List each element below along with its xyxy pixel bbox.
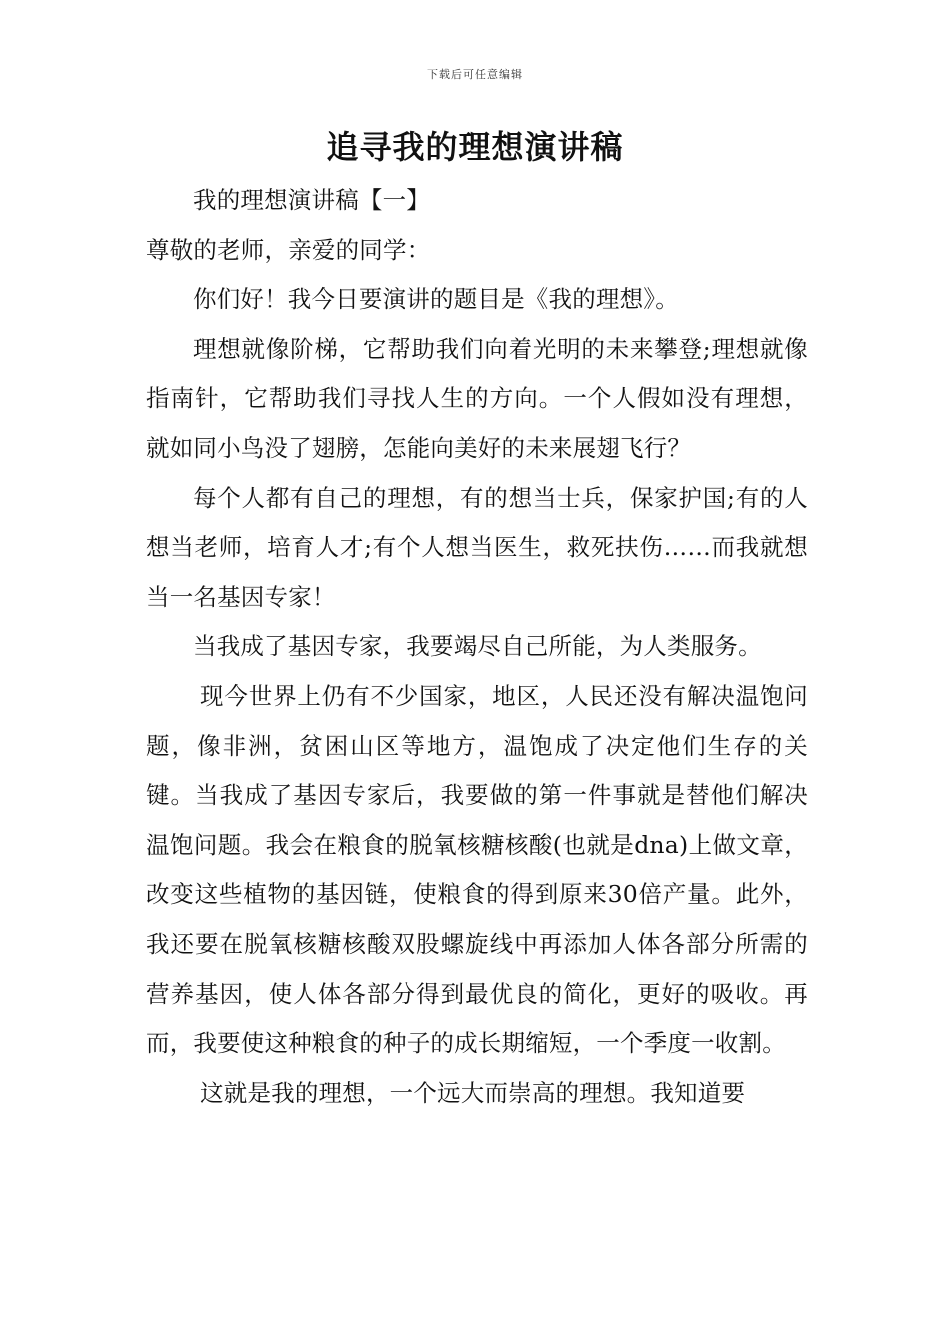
paragraph-serve-humanity: 当我成了基因专家，我要竭尽自己所能，为人类服务。 (193, 632, 762, 661)
paragraph-food-problem: 现今世界上仍有不少国家，地区，人民还没有解决温饱问题，像非洲，贫困山区等地方，温饱成了决定他们生存的关键。当我成了基因专家后，我要做的第一件事就是替他们解决温饱问题。我会在粮食的脱氧核糖核酸(也就是dna)上做文章，改变这些植物的基因链，使粮食的得到原来30倍产量。此外，我还要在脱氧核糖核酸双股螺旋线中再添加人体各部分所需的营养基因，使人体各部分得到最优良的简化，更好的吸收。再而，我要使这种粮食的种子的成长期缩短，一个季度一收割。 (146, 681, 808, 1058)
section-heading: 我的理想演讲稿【一】 (193, 186, 430, 214)
paragraph-ideal-metaphor: 理想就像阶梯，它帮助我们向着光明的未来攀登;理想就像指南针，它帮助我们寻找人生的方向。一个人假如没有理想，就如同小鸟没了翅膀，怎能向美好的未来展翅飞行？ (146, 334, 808, 462)
document-body (146, 176, 808, 1118)
header-note: 下载后可任意编辑 (427, 68, 523, 81)
salutation: 尊敬的老师，亲爱的同学： (146, 235, 431, 264)
paragraph-conclusion: 这就是我的理想，一个远大而崇高的理想。我知道要 (200, 1078, 746, 1107)
document-title: 追寻我的理想演讲稿 (326, 128, 624, 166)
paragraph-everyone-ideal: 每个人都有自己的理想，有的想当士兵，保家护国;有的人想当老师，培育人才;有个人想当医生，救死扶伤……而我就想当一名基因专家！ (146, 483, 808, 611)
paragraph-greeting: 你们好！我今日要演讲的题目是《我的理想》。 (193, 285, 679, 314)
